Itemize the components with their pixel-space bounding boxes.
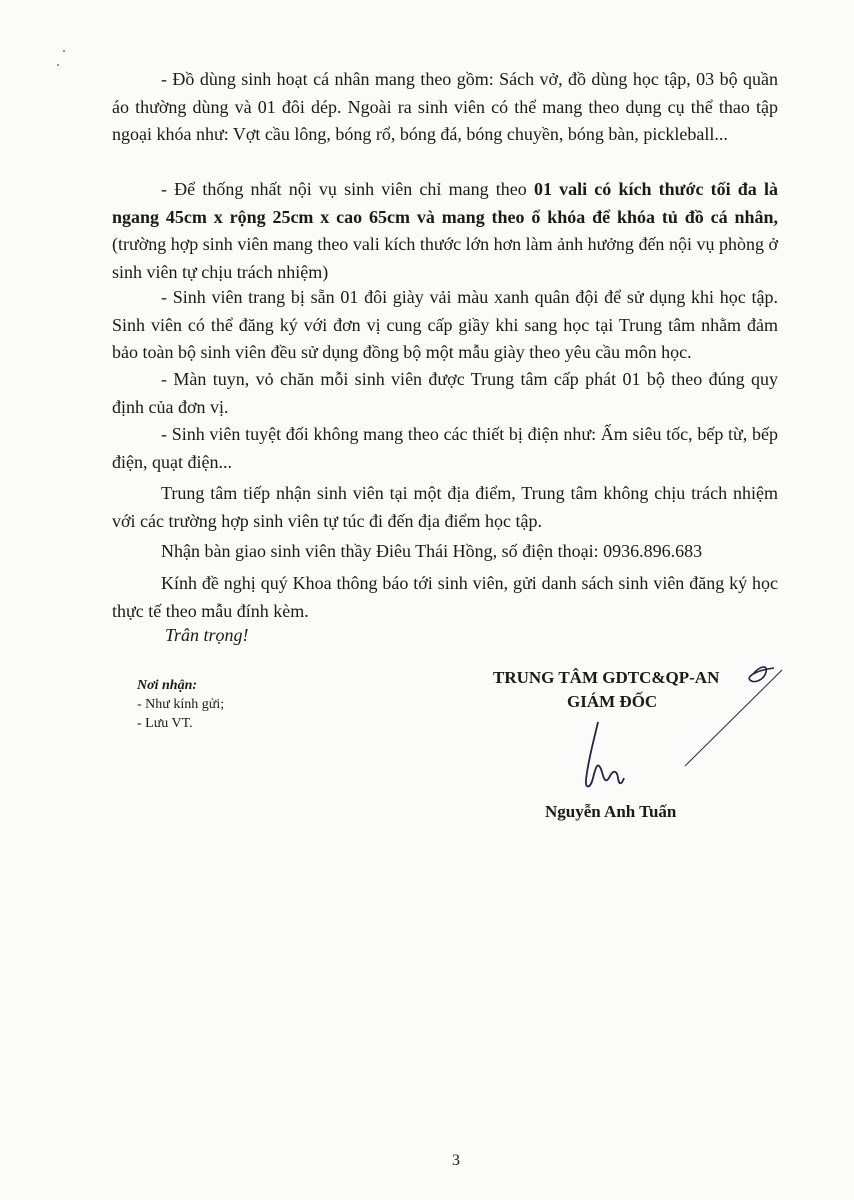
paragraph-request: Kính đề nghị quý Khoa thông báo tới sinh viên, gửi danh sách sinh viên đăng ký học thực tế theo mẫu đính kèm. <box>112 573 778 621</box>
recipient-item: - Lưu VT. <box>137 716 193 731</box>
handwritten-signature <box>560 660 790 800</box>
signer-name: Nguyễn Anh Tuấn <box>545 802 677 821</box>
paragraph-reception: Trung tâm tiếp nhận sinh viên tại một địa điểm, Trung tâm không chịu trách nhiệm với các trường hợp sinh viên tự túc đi đến địa điểm học tập. <box>112 483 778 531</box>
closing-greeting: Trân trọng! <box>165 625 249 645</box>
paragraph-bedding: - Màn tuyn, vỏ chăn mỗi sinh viên được Trung tâm cấp phát 01 bộ theo đúng quy định của đơn vị. <box>112 369 778 417</box>
recipient-item: - Như kính gửi; <box>137 697 225 712</box>
signature-organization: TRUNG TÂM GDTC&QP-AN <box>493 668 720 687</box>
paragraph-personal-items: - Đồ dùng sinh hoạt cá nhân mang theo gồm: Sách vở, đồ dùng học tập, 03 bộ quần áo thường dùng và 01 đôi dép. Ngoài ra sinh viên có thể mang theo dụng cụ thể thao tập ngoại khóa như: Vợt cầu lông, bóng rổ, bóng đá, bóng chuyền, bóng bàn, pickleball... <box>112 69 778 144</box>
luggage-text-bold: 01 vali có kích thước tối đa là ngang 45cm x rộng 25cm x cao 65cm và mang theo ổ khóa để khóa tủ đồ cá nhân, <box>112 179 778 227</box>
signature-role: GIÁM ĐỐC <box>567 692 658 711</box>
scan-speck <box>63 50 65 52</box>
paragraph-handover: Nhận bàn giao sinh viên thầy Điêu Thái Hồng, số điện thoại: 0936.896.683 <box>161 541 703 561</box>
paragraph-shoes: - Sinh viên trang bị sẵn 01 đôi giày vải màu xanh quân đội để sử dụng khi học tập. Sinh viên có thể đăng ký với đơn vị cung cấp giầy khi sang học tại Trung tâm nhằm đảm bảo toàn bộ sinh viên đều sử dụng đồng bộ một mẫu giày theo yêu cầu môn học. <box>112 287 778 362</box>
scan-speck <box>57 64 59 66</box>
page-number: 3 <box>452 1152 460 1169</box>
recipients-title: Nơi nhận: <box>137 678 198 693</box>
paragraph-luggage <box>112 176 778 286</box>
luggage-text-prefix: - Để thống nhất nội vụ sinh viên chỉ mang theo <box>161 179 534 199</box>
paragraph-electrical-devices: - Sinh viên tuyệt đối không mang theo các thiết bị điện như: Ấm siêu tốc, bếp từ, bếp điện, quạt điện... <box>112 424 778 472</box>
luggage-text-suffix: (trường hợp sinh viên mang theo vali kích thước lớn hơn làm ảnh hưởng đến nội vụ phòng ở sinh viên tự chịu trách nhiệm) <box>112 234 778 282</box>
recipients-block <box>137 676 224 733</box>
